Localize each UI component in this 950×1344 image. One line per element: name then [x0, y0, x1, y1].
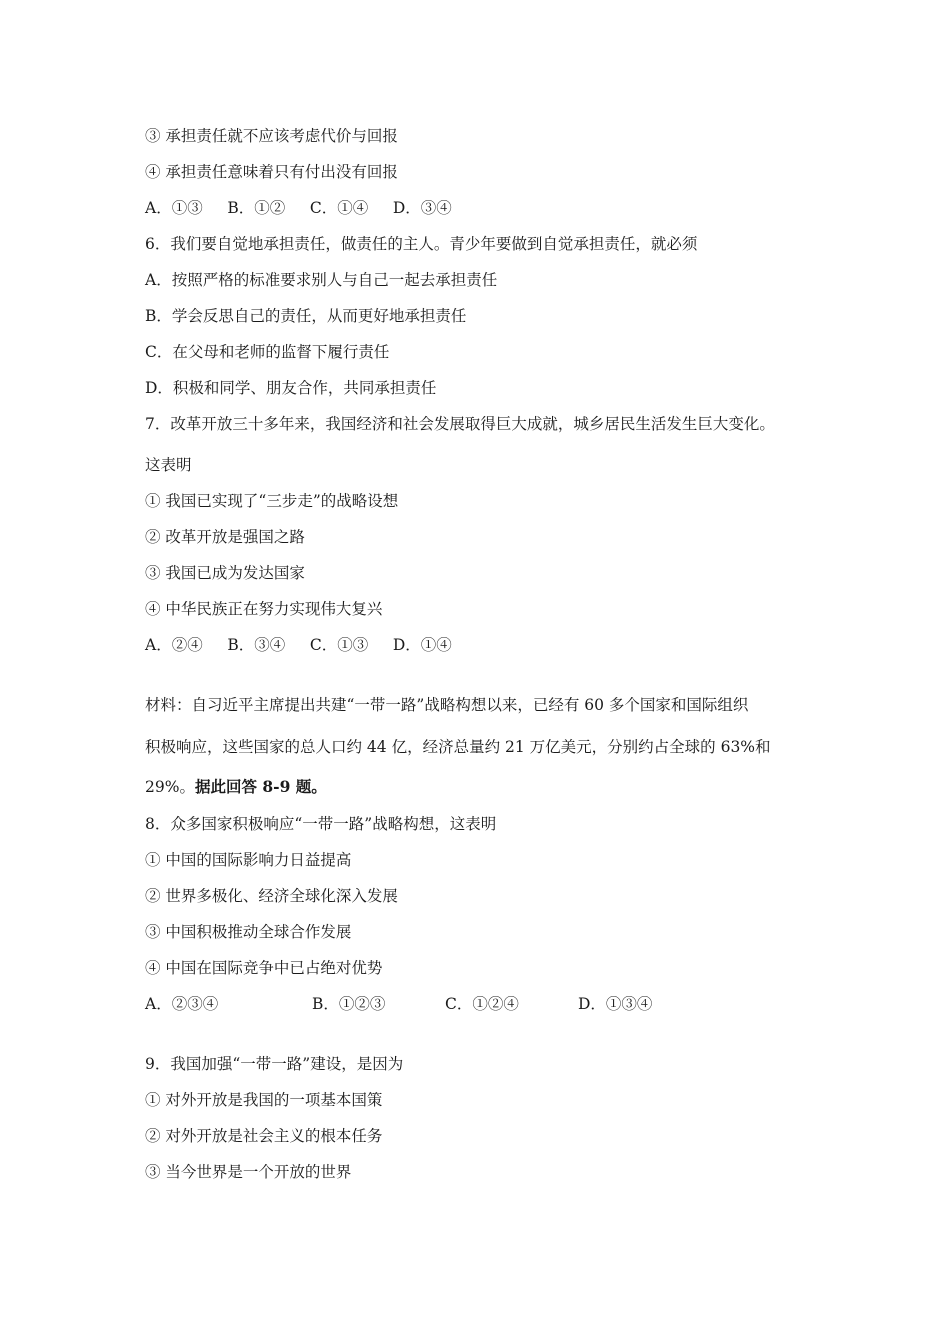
q8-option-4: ④ 中国在国际竞争中已占绝对优势	[145, 959, 383, 977]
q9-stem: 9．我国加强“一带一路”建设，是因为	[145, 1055, 404, 1073]
material-line-3	[145, 777, 327, 797]
q7-option-4: ④ 中华民族正在努力实现伟大复兴	[145, 600, 383, 618]
q6-choice-d: D．积极和同学、朋友合作，共同承担责任	[145, 379, 437, 397]
q8-answer-b: B．①②③	[312, 995, 386, 1013]
q8-option-1: ① 中国的国际影响力日益提高	[145, 851, 352, 869]
material-figure: 29%。	[145, 778, 195, 796]
q7-answer-choices: A．②④ B．③④ C．①③ D．①④	[145, 636, 452, 654]
q7-option-1: ① 我国已实现了“三步走”的战略设想	[145, 492, 399, 510]
q6-stem: 6．我们要自觉地承担责任，做责任的主人。青少年要做到自觉承担责任，就必须	[145, 235, 698, 253]
q5-option-3: ③ 承担责任就不应该考虑代价与回报	[145, 127, 398, 145]
q7-option-2: ② 改革开放是强国之路	[145, 528, 305, 546]
q8-answer-c: C．①②④	[445, 995, 519, 1013]
q8-option-2: ② 世界多极化、经济全球化深入发展	[145, 887, 398, 905]
q7-stem-line-2: 这表明	[145, 456, 192, 474]
material-line-1: 材料：自习近平主席提出共建“一带一路”战略构想以来，已经有 60 多个国家和国际组织	[145, 696, 749, 714]
q8-stem: 8．众多国家积极响应“一带一路”战略构想，这表明	[145, 815, 497, 833]
q6-choice-c: C．在父母和老师的监督下履行责任	[145, 343, 390, 361]
q7-stem-line-1: 7．改革开放三十多年来，我国经济和社会发展取得巨大成就，城乡居民生活发生巨大变化。	[145, 415, 775, 433]
q5-option-4: ④ 承担责任意味着只有付出没有回报	[145, 163, 398, 181]
q9-option-3: ③ 当今世界是一个开放的世界	[145, 1163, 352, 1181]
q5-answer-choices: A．①③ B．①② C．①④ D．③④	[145, 199, 452, 217]
q9-option-1: ① 对外开放是我国的一项基本国策	[145, 1091, 383, 1109]
q8-option-3: ③ 中国积极推动全球合作发展	[145, 923, 352, 941]
q6-choice-b: B．学会反思自己的责任，从而更好地承担责任	[145, 307, 467, 325]
q9-option-2: ② 对外开放是社会主义的根本任务	[145, 1127, 383, 1145]
q8-answer-a: A．②③④	[145, 995, 219, 1013]
material-instruction: 据此回答 8-9 题。	[194, 777, 327, 796]
q6-choice-a: A．按照严格的标准要求别人与自己一起去承担责任	[145, 271, 498, 289]
q7-option-3: ③ 我国已成为发达国家	[145, 564, 305, 582]
material-line-2: 积极响应，这些国家的总人口约 44 亿，经济总量约 21 万亿美元，分别约占全球的 63%和	[145, 738, 771, 756]
q8-answer-d: D．①③④	[578, 995, 653, 1013]
